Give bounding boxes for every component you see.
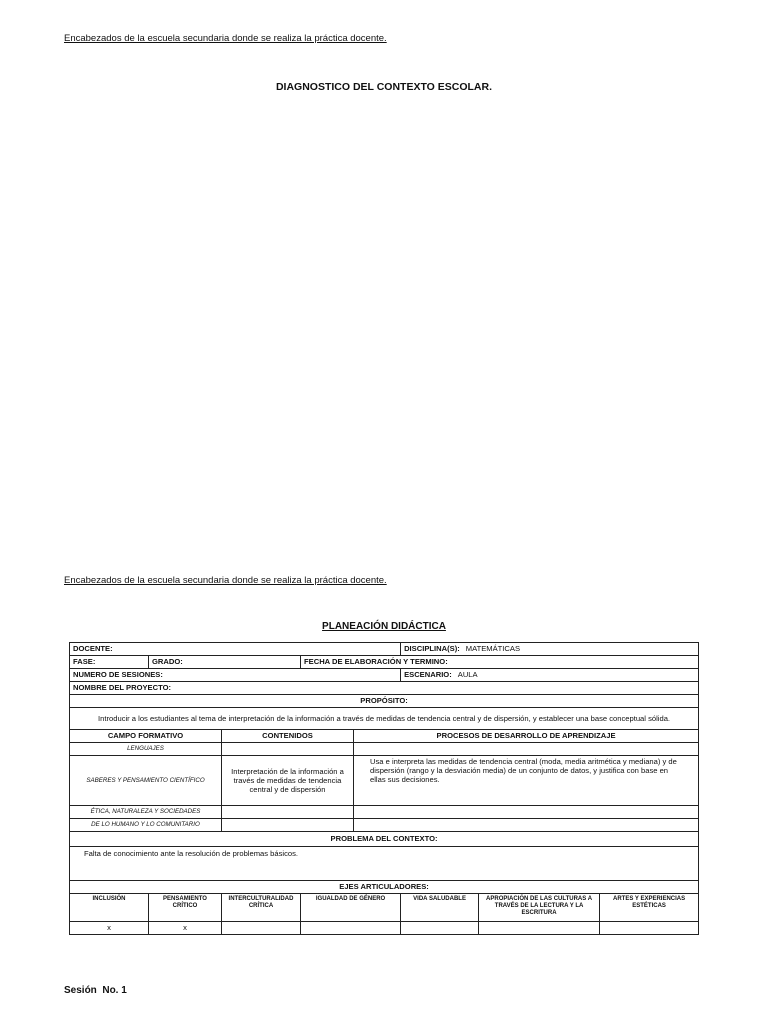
mark-vida-saludable[interactable] [401, 922, 479, 935]
eje-pensamiento-critico: PENSAMIENTO CRÍTICO [149, 894, 222, 922]
row-humano [70, 819, 699, 832]
mark-apropiacion-culturas[interactable] [479, 922, 600, 935]
row-saberes [70, 756, 699, 806]
sesiones-label: NUMERO DE SESIONES: [73, 670, 163, 680]
procesos-header: PROCESOS DE DESARROLLO DE APRENDIZAJE [354, 730, 699, 743]
row-ejes-marks [70, 922, 699, 935]
fecha-label: FECHA DE ELABORACIÓN Y TERMINO: [304, 657, 448, 667]
campo-lenguajes: LENGUAJES [70, 743, 222, 756]
fecha-cell[interactable] [301, 656, 699, 669]
proyecto-label: NOMBRE DEL PROYECTO: [73, 683, 172, 693]
escenario-value: AULA [457, 670, 478, 680]
row-etica [70, 806, 699, 819]
grado-cell[interactable] [149, 656, 301, 669]
sesiones-cell[interactable] [70, 669, 401, 682]
row-proyecto [70, 682, 699, 695]
row-proposito-header [70, 695, 699, 708]
mark-inclusion[interactable]: x [70, 922, 149, 935]
proceso-lenguajes[interactable] [354, 743, 699, 756]
row-ejes-names [70, 894, 699, 922]
eje-inclusion: INCLUSIÓN [70, 894, 149, 922]
row-proposito-text [70, 708, 699, 730]
escenario-label: ESCENARIO: [404, 670, 452, 680]
disciplina-label: DISCIPLINA(S): [404, 644, 460, 654]
contenido-lenguajes[interactable] [222, 743, 354, 756]
school-header-note-2: Encabezados de la escuela secundaria donde se realiza la práctica docente. [64, 575, 387, 586]
row-problema-header [70, 832, 699, 847]
proposito-header: PROPÓSITO: [70, 695, 699, 708]
row-lenguajes [70, 743, 699, 756]
escenario-cell[interactable] [401, 669, 699, 682]
docente-label: DOCENTE: [73, 644, 113, 654]
ejes-header: EJES ARTICULADORES: [70, 881, 699, 894]
mark-igualdad-genero[interactable] [301, 922, 401, 935]
proceso-humano[interactable] [354, 819, 699, 832]
disciplina-value: MATEMÁTICAS [465, 644, 521, 654]
mark-pensamiento-critico[interactable]: x [149, 922, 222, 935]
row-docente [70, 643, 699, 656]
planeacion-table [69, 642, 699, 935]
proceso-saberes[interactable]: Usa e interpreta las medidas de tendencia central (moda, media aritmética y mediana) y de dispersión (rango y la desviación media) de un conjunto de datos, y justifica con base en ellas sus decisiones. [354, 756, 699, 806]
row-problema-text [70, 847, 699, 881]
campo-saberes: SABERES Y PENSAMIENTO CIENTÍFICO [70, 756, 222, 806]
problema-text[interactable]: Falta de conocimiento ante la resolución de problemas básicos. [70, 847, 699, 881]
contenidos-header: CONTENIDOS [222, 730, 354, 743]
proceso-etica[interactable] [354, 806, 699, 819]
fase-label: FASE: [73, 657, 96, 667]
docente-cell[interactable] [70, 643, 401, 656]
session-label: Sesión No. 1 [64, 985, 127, 996]
row-sesiones [70, 669, 699, 682]
eje-vida-saludable: VIDA SALUDABLE [401, 894, 479, 922]
eje-igualdad-genero: IGUALDAD DE GÉNERO [301, 894, 401, 922]
contenido-etica[interactable] [222, 806, 354, 819]
contenido-humano[interactable] [222, 819, 354, 832]
fase-cell[interactable] [70, 656, 149, 669]
eje-artes: ARTES Y EXPERIENCIAS ESTÉTICAS [600, 894, 699, 922]
eje-apropiacion-culturas: APROPIACIÓN DE LAS CULTURAS A TRAVÉS DE LA LECTURA Y LA ESCRITURA [479, 894, 600, 922]
contenido-saberes[interactable]: Interpretación de la información a través de medidas de tendencia central y de dispersión [222, 756, 354, 806]
grado-label: GRADO: [152, 657, 183, 667]
row-ejes-header [70, 881, 699, 894]
diagnostic-title: DIAGNOSTICO DEL CONTEXTO ESCOLAR. [275, 81, 493, 93]
mark-interculturalidad[interactable] [222, 922, 301, 935]
row-fase [70, 656, 699, 669]
school-header-note: Encabezados de la escuela secundaria donde se realiza la práctica docente. [64, 33, 387, 44]
campo-etica: ÉTICA, NATURALEZA Y SOCIEDADES [70, 806, 222, 819]
disciplina-cell[interactable] [401, 643, 699, 656]
proyecto-cell[interactable] [70, 682, 699, 695]
campo-formativo-header: CAMPO FORMATIVO [70, 730, 222, 743]
planeacion-title: PLANEACIÓN DIDÁCTICA [322, 621, 446, 632]
problema-header: PROBLEMA DEL CONTEXTO: [70, 832, 699, 847]
campo-humano: DE LO HUMANO Y LO COMUNITARIO [70, 819, 222, 832]
row-column-headers [70, 730, 699, 743]
eje-interculturalidad: INTERCULTURALIDAD CRÍTICA [222, 894, 301, 922]
proposito-text[interactable]: Introducir a los estudiantes al tema de interpretación de la información a través de medidas de tendencia central y de dispersión, y establecer una base conceptual sólida. [70, 708, 699, 730]
mark-artes[interactable] [600, 922, 699, 935]
